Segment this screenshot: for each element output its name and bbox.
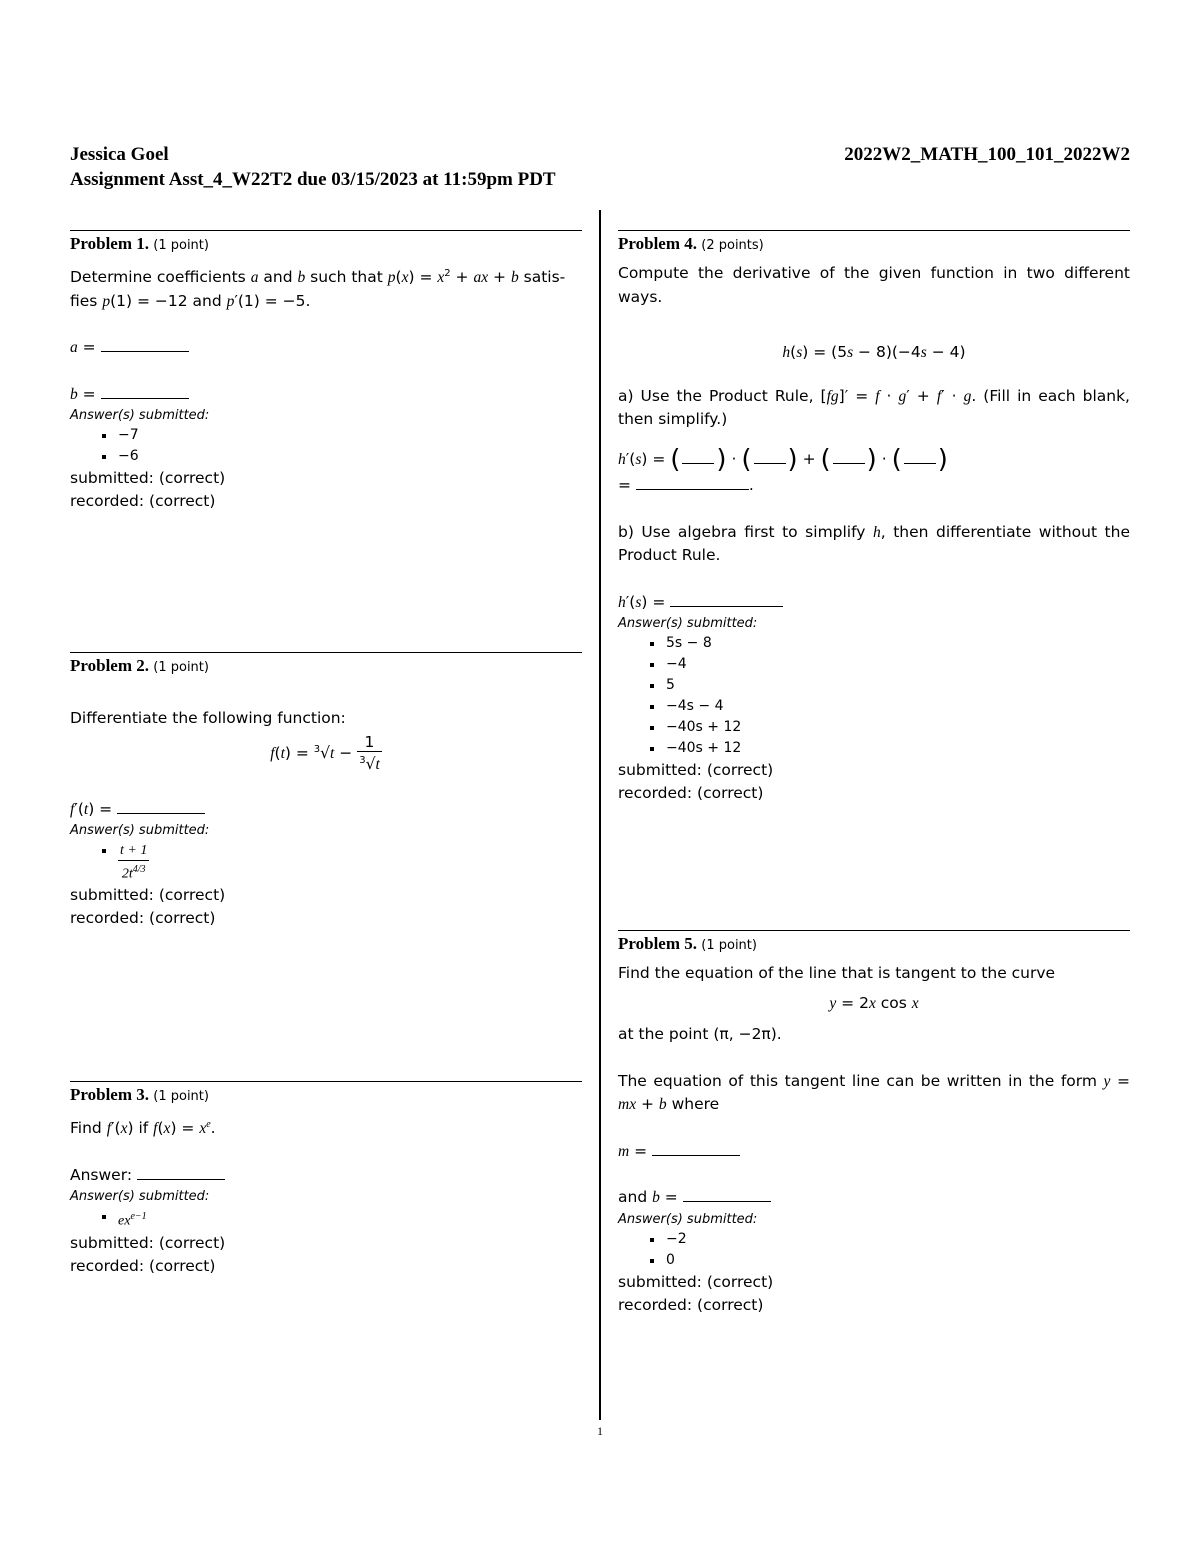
product-blank-1[interactable] [682,450,714,464]
list-item: 5 [666,675,1130,696]
problem-1-blank-b: b = [70,383,582,407]
answers-submitted-label: Answer(s) submitted: [70,408,210,424]
problem-4-status: submitted: (correct) recorded: (correct) [618,761,774,802]
problem-4-product-rule-blanks: h′(s) = ( ) · ( ) + ( ) · ( ) [618,444,948,474]
problem-4 [618,230,1130,805]
problem-5-form: The equation of this tangent line can be written in the form y = mx + b where [618,1071,1130,1113]
list-item: −4s − 4 [666,696,1130,717]
problem-2-blank: f′(t) = [70,798,582,822]
problem-3-blank: Answer: [70,1164,582,1188]
answer-blank-m[interactable] [652,1141,740,1156]
problem-4-simplify-blank: = . [618,475,754,494]
problem-2-function: f(t) = $^3$√t − $\frac{1}{^3√t}$ [270,732,380,773]
product-blank-4[interactable] [904,450,936,464]
answers-submitted-label: Answer(s) submitted: [618,1211,758,1227]
problem-4-answers [618,633,1130,759]
answer-blank[interactable] [137,1165,225,1180]
column-divider [599,210,601,1420]
problem-1 [70,230,582,513]
problem-1-answers [70,425,582,467]
answers-submitted-label: Answer(s) submitted: [70,1189,210,1205]
problem-4-part-b: b) Use algebra first to simplify h, then differentiate without the Product Rule. [618,522,1130,564]
answers-submitted-label: Answer(s) submitted: [70,823,210,839]
student-name: Jessica Goel [70,144,169,165]
problem-4-statement: Compute the derivative of the given function in two different ways. [618,264,1130,306]
problem-4-part-a: a) Use the Product Rule, [fg]′ = f · g′ + f′ · g. (Fill in each blank, then simplify.) [618,386,1130,428]
simplified-blank[interactable] [636,475,749,490]
problem-4-blank-b: h′(s) = [618,591,1130,615]
list-item: −6 [118,446,582,467]
problem-3-title: Problem 3. (1 point) [70,1085,209,1104]
course-code: 2022W2_MATH_100_101_2022W2 [844,144,1130,165]
answer-blank-fprime[interactable] [117,799,205,814]
list-item: $\frac{t + 1}{2t^{4/3}}$ [118,840,582,884]
problem-2-status: submitted: (correct) recorded: (correct) [70,885,226,927]
problem-2-answers [70,840,582,884]
product-blank-3[interactable] [833,450,865,464]
problem-5-blank-m: m = [618,1140,1130,1164]
list-item: −4 [666,654,1130,675]
list-item: $ex^{e-1}$ [118,1206,582,1232]
problem-5 [618,930,1130,1317]
problem-3 [70,1081,582,1278]
product-blank-2[interactable] [754,450,786,464]
problem-4-function: h(s) = (5s − 8)(−4s − 4) [782,343,966,361]
list-item: 5s − 8 [666,633,1130,654]
problem-3-statement: Find f′(x) if $f(x) = x^e$. [70,1119,216,1138]
problem-5-curve: y = 2x cos x [829,993,919,1012]
problem-5-answers [618,1229,1130,1271]
problem-5-point: at the point (π, −2π). [618,1025,782,1043]
problem-3-status: submitted: (correct) recorded: (correct) [70,1233,226,1275]
problem-1-title: Problem 1. (1 point) [70,234,209,253]
problem-4-title: Problem 4. (2 points) [618,234,764,253]
list-item: −40s + 12 [666,738,1130,759]
problem-5-statement: Find the equation of the line that is tangent to the curve [618,964,1056,982]
answer-blank-hprime[interactable] [670,592,783,607]
answer-blank-b[interactable] [683,1187,771,1202]
problem-1-blank-a: a = [70,336,582,360]
list-item: −2 [666,1229,1130,1250]
problem-2-title: Problem 2. (1 point) [70,656,209,675]
list-item: −40s + 12 [666,717,1130,738]
answers-submitted-label: Answer(s) submitted: [618,616,758,631]
problem-2 [70,652,582,930]
problem-1-status: submitted: (correct) recorded: (correct) [70,469,226,511]
problem-5-title: Problem 5. (1 point) [618,934,757,953]
problem-3-answers [70,1206,582,1232]
problem-5-status: submitted: (correct) recorded: (correct) [618,1272,774,1314]
problem-5-blank-b: and b = [618,1186,1130,1210]
list-item: −7 [118,425,582,446]
answer-blank-b[interactable] [101,384,189,399]
list-item: 0 [666,1250,1130,1271]
page-number: 1 [597,1424,603,1438]
answer-blank-a[interactable] [101,337,189,352]
problem-2-statement: Differentiate the following function: [70,709,346,727]
page-header [70,142,1130,192]
assignment-line: Assignment Asst_4_W22T2 due 03/15/2023 at 11:59pm PDT [70,169,556,190]
problem-1-statement: Determine coefficients a and b such that $p(x) = x^2$ + ax + b satis- fies p(1) = −12 and p′(1) = −5. [70,268,566,310]
